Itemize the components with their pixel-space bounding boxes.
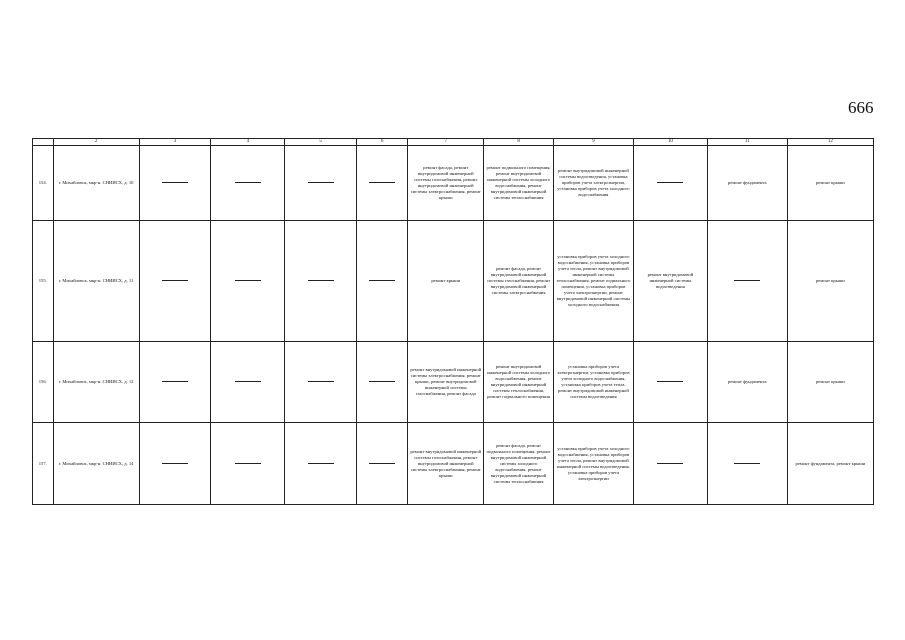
works-cell: ремонт крыши [787, 342, 873, 423]
dash-cell [139, 146, 211, 221]
works-cell: ремонт крыши [787, 221, 873, 342]
works-cell: ремонт крыши [787, 146, 873, 221]
works-cell: ремонт внутридомовой инженерной системы газоснабжения, ремонт внутридомовой инженерной системы электроснабжения, ремонт крыши [408, 423, 484, 505]
dash-cell [285, 342, 357, 423]
works-cell: ремонт фундамента [707, 146, 787, 221]
works-cell: ремонт фундамента, ремонт крыши [787, 423, 873, 505]
dash-cell [139, 423, 211, 505]
dash-cell [357, 221, 408, 342]
table-row [33, 146, 874, 221]
works-cell: ремонт фасада, ремонт внутридомовой инженерной системы газоснабжения, ремонт внутридомовой инженерной системы электроснабжения, ремонт крыши [408, 146, 484, 221]
column-header: 12 [787, 139, 873, 146]
column-header: 10 [633, 139, 707, 146]
works-cell: установка приборов учета электроэнергии, установка приборов учета холодного водоснабжения, установка приборов учета тепла, ремонт внутридомовой инженерной системы водоотведения [553, 342, 633, 423]
page-number: 666 [848, 98, 874, 117]
address-cell: г. Михайловск, мкр-н. СНИИСХ, д. 12 [53, 342, 139, 423]
works-table [32, 138, 874, 505]
column-header: 3 [139, 139, 211, 146]
dash-cell [285, 221, 357, 342]
dash-cell [211, 342, 285, 423]
table-row [33, 221, 874, 342]
row-number: 155. [33, 221, 54, 342]
column-header: 6 [357, 139, 408, 146]
works-cell: ремонт внутридомовой инженерной системы холодного водоснабжения, ремонт внутридомовой инженерной системы теплоснабжения, ремонт подвального помещения [484, 342, 554, 423]
header-row [33, 139, 874, 146]
works-cell: ремонт фундамента [707, 342, 787, 423]
dash-cell [357, 342, 408, 423]
dash-cell [357, 423, 408, 505]
dash-cell [633, 342, 707, 423]
column-header [33, 139, 54, 146]
dash-cell [357, 146, 408, 221]
dash-cell [285, 423, 357, 505]
column-header: 11 [707, 139, 787, 146]
table-row [33, 423, 874, 505]
column-header: 2 [53, 139, 139, 146]
column-header: 4 [211, 139, 285, 146]
address-cell: г. Михайловск, мкр-н. СНИИСХ, д. 14 [53, 423, 139, 505]
works-cell: ремонт крыши [408, 221, 484, 342]
column-header: 8 [484, 139, 554, 146]
works-cell: ремонт внутридомовой инженерной системы электроснабжения, ремонт крыши, ремонт внутридомовой инженерной системы газоснабжения, ремонт фасада [408, 342, 484, 423]
dash-cell [211, 221, 285, 342]
dash-cell [139, 342, 211, 423]
dash-cell [707, 221, 787, 342]
dash-cell [211, 146, 285, 221]
row-number: 157. [33, 423, 54, 505]
column-header: 7 [408, 139, 484, 146]
works-cell: ремонт подвального помещения, ремонт внутридомовой инженерной системы холодного водоснабжения, ремонт внутридомовой инженерной системы теплоснабжения [484, 146, 554, 221]
address-cell: г. Михайловск, мкр-н. СНИИСХ, д. 11 [53, 221, 139, 342]
column-header: 5 [285, 139, 357, 146]
address-cell: г. Михайловск, мкр-н. СНИИСХ, д. 10 [53, 146, 139, 221]
works-cell: ремонт внутридомовой инженерной системы водоотведения [633, 221, 707, 342]
row-number: 154. [33, 146, 54, 221]
row-number: 156. [33, 342, 54, 423]
works-cell: установка приборов учета холодного водоснабжения, установка приборов учета тепла, ремонт внутридомовой инженерной системы теплоснабжения, ремонт подвального помещения, установка приборов учета электроэнергии, ремонт внутридомовой инженерной системы холодного водоснабжения [553, 221, 633, 342]
works-cell: ремонт фасада, ремонт внутридомовой инженерной системы газоснабжения, ремонт внутридомовой инженерной системы электроснабжения [484, 221, 554, 342]
works-cell: ремонт фасада, ремонт подвального помещения, ремонт внутридомовой инженерной системы холодного водоснабжения, ремонт внутридомовой инженерной системы теплоснабжения [484, 423, 554, 505]
dash-cell [285, 146, 357, 221]
dash-cell [633, 423, 707, 505]
dash-cell [211, 423, 285, 505]
dash-cell [633, 146, 707, 221]
dash-cell [707, 423, 787, 505]
dash-cell [139, 221, 211, 342]
works-cell: ремонт внутридомовой инженерной системы водоотведения, установка приборов учета электроэнергии, установка приборов учета холодного водоснабжения [553, 146, 633, 221]
works-cell: установка приборов учета холодного водоснабжения, установка приборов учета тепла, ремонт внутридомовой инженерной системы водоотведения, установка приборов учета электроэнергии [553, 423, 633, 505]
table-row [33, 342, 874, 423]
column-header: 9 [553, 139, 633, 146]
